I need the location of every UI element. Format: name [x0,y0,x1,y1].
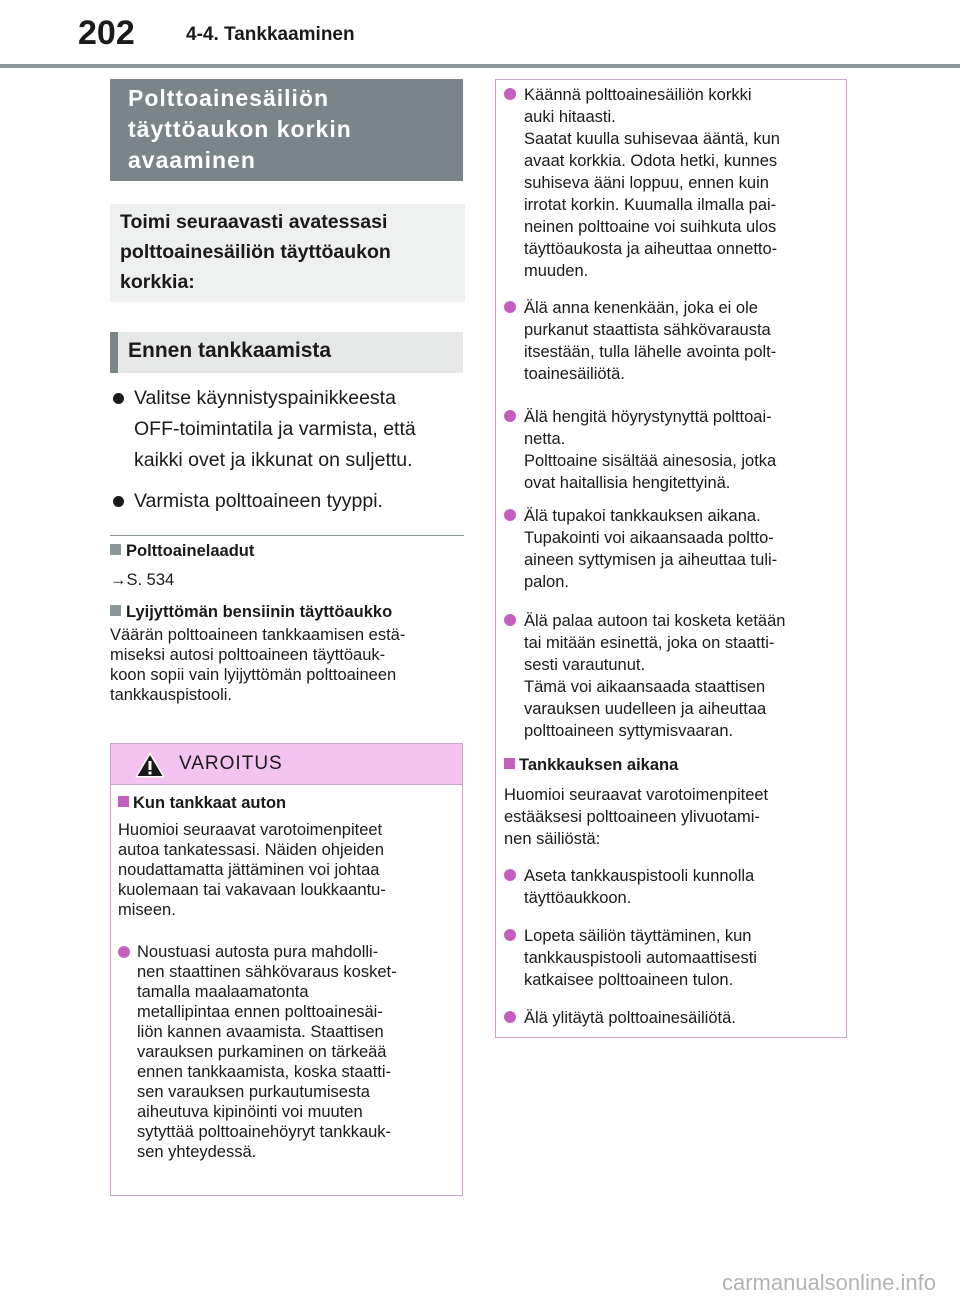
warning-title [118,792,458,814]
warning-item-line: varauksen purkaminen on tärkeää [137,1043,387,1061]
list-item-line: varauksen uudelleen ja aiheuttaa [524,700,767,718]
warning-item-line: sen yhteydessä. [137,1143,257,1161]
warning-intro-line: kuolemaan tai vakavaan loukkaantu- [118,881,386,899]
note-unleaded-inlet [110,601,470,705]
intro-line: polttoainesäiliön täyttöaukon [120,241,391,263]
warning-intro [118,820,458,920]
list-item-line: Valitse käynnistyspainikkeesta [134,387,396,409]
page-reference: →S. 534 [110,571,175,589]
list-item-line: Saatat kuulla suhisevaa ääntä, kun [524,130,780,148]
watermark: carmanualsonline.info [721,1270,936,1295]
main-heading-line: avaaminen [128,147,256,173]
header-rule [0,64,960,68]
warning-box [110,743,463,1196]
bullet-dot-icon [504,1011,516,1023]
intro-line: korkkia: [120,271,195,293]
warning-intro-line: miseen. [118,901,176,919]
list-item-line: Lopeta säiliön täyttäminen, kun [524,927,752,945]
warning-triangle-icon [135,752,165,778]
sub-heading: Ennen tankkaamista [110,332,463,373]
list-item [110,486,466,517]
warning-title-text: Kun tankkaat auton [133,794,287,812]
warning-intro-line: autoa tankatessasi. Näiden ohjeiden [118,841,385,859]
during-intro-line: Huomioi seuraavat varotoimenpiteet [504,786,769,804]
list-item-line: Tämä voi aikaansaada staattisen [524,678,766,696]
list-item-line: aineen syttymisen ja aiheuttaa tuli- [524,551,778,569]
list-item [504,925,840,991]
warning-intro-line: Huomioi seuraavat varotoimenpiteet [118,821,383,839]
note-title [110,601,470,623]
list-item-line: Varmista polttoaineen tyyppi. [134,490,383,512]
warning-intro-line: noudattamatta jättäminen voi johtaa [118,861,380,879]
list-item-line: purkanut staattista sähkövarausta [524,321,771,339]
list-item-line: itsestään, tulla lähelle avointa polt- [524,343,777,361]
bullet-dot-icon [504,410,516,422]
note-line: tankkauspistooli. [110,686,232,704]
warning-item-line: liön kannen avaamista. Staattisen [137,1023,384,1041]
list-item-line: sesti varautunut. [524,656,646,674]
bullet-dot-icon [113,393,124,404]
square-bullet-icon [118,796,129,807]
list-item-line: palon. [524,573,569,591]
list-item-line: Tupakointi voi aikaansaada poltto- [524,529,774,547]
during-title [504,754,840,776]
list-item-line: ovat haitallisia hengitettyinä. [524,474,731,492]
warning-label: VAROITUS [179,753,283,774]
warning-box-continued [495,79,847,1038]
bullet-dot-icon [118,946,130,958]
list-item-line: Polttoaine sisältää ainesosia, jotka [524,452,777,470]
list-item [110,383,466,476]
intro-box [110,204,465,302]
bullet-list [110,383,466,527]
warning-item-line: aiheutuva kipinöinti voi muuten [137,1103,363,1121]
warning-item-line: tamalla maalaamatonta [137,983,309,1001]
warning-item-line: metallipintaa ennen polttoainesäi- [137,1003,383,1021]
list-item-line: Älä ylitäytä polttoainesäiliötä. [524,1009,736,1027]
bullet-dot-icon [504,88,516,100]
intro-line: Toimi seuraavasti avatessasi [120,211,388,233]
warning-item-line: sen varauksen purkautumisesta [137,1083,370,1101]
warning-item-line: ennen tankkaamista, koska staatti- [137,1063,392,1081]
warning-item-line: sytyttää polttoainehöyryt tankkauk- [137,1123,392,1141]
list-item-line: täyttöaukkoon. [524,889,632,907]
list-item-line: Aseta tankkauspistooli kunnolla [524,867,755,885]
bullet-dot-icon [504,301,516,313]
during-intro-line: estääksesi polttoaineen ylivuotami- [504,808,760,826]
note-line: Väärän polttoaineen tankkaamisen estä- [110,626,406,644]
list-item-line: netta. [524,430,566,448]
list-item-line: täyttöaukosta ja aiheuttaa onnetto- [524,240,778,258]
during-title-text: Tankkauksen aikana [519,756,679,774]
warning-item [118,942,458,1162]
warning-item-line: Noustuasi autosta pura mahdolli- [137,943,379,961]
square-bullet-icon [110,544,121,555]
warning-item-line: nen staattinen sähkövaraus kosket- [137,963,397,981]
square-bullet-icon [504,758,515,769]
list-item-line: irrotat korkin. Kuumalla ilmalla pai- [524,196,777,214]
main-heading-line: Polttoainesäiliön [128,85,330,111]
list-item-line: tankkauspistooli automaattisesti [524,949,757,967]
list-item [504,865,840,909]
list-item-line: Käännä polttoainesäiliön korkki [524,86,752,104]
list-item-line: avaat korkkia. Odota hetki, kunnes [524,152,778,170]
list-item [504,610,840,742]
main-heading-line: täyttöaukon korkin [128,116,352,142]
list-item-line: Älä tupakoi tankkauksen aikana. [524,507,761,525]
list-item-line: suhiseva ääni loppuu, ennen kuin [524,174,769,192]
divider [110,535,464,536]
note-fuel-grades [110,540,466,590]
section-title: 4-4. Tankkaaminen [186,24,355,45]
bullet-dot-icon [504,869,516,881]
list-item [504,84,840,282]
page-number: 202 [78,14,135,52]
bullet-dot-icon [504,509,516,521]
list-item-line: katkaisee polttoaineen tulon. [524,971,734,989]
list-item-line: muuden. [524,262,589,280]
square-bullet-icon [110,605,121,616]
during-intro [504,784,840,850]
list-item [504,297,840,385]
list-item-line: polttoaineen syttymisvaaran. [524,722,734,740]
bullet-dot-icon [113,496,124,507]
note-line: miseksi autosi polttoaineen täyttöauk- [110,646,386,664]
list-item-line: toainesäiliötä. [524,365,625,383]
list-item-line: neinen polttoaine voi suihkuta ulos [524,218,777,236]
main-heading [110,79,463,181]
list-item-line: Älä anna kenenkään, joka ei ole [524,299,758,317]
note-body [110,625,470,705]
note-line: koon sopii vain lyijyttömän polttoaineen [110,666,397,684]
list-item [504,505,840,593]
list-item-line: kaikki ovet ja ikkunat on suljettu. [134,449,413,471]
list-item [504,406,840,494]
list-item-line: tai mitään esinettä, joka on staatti- [524,634,775,652]
note-title-text: Polttoainelaadut [126,542,255,560]
list-item-line: auki hitaasti. [524,108,616,126]
list-item-line: Älä palaa autoon tai kosketa ketään [524,612,786,630]
bullet-dot-icon [504,929,516,941]
note-title [110,540,466,562]
list-item-line: OFF-toimintatila ja varmista, että [134,418,416,440]
bullet-dot-icon [504,614,516,626]
list-item-line: Älä hengitä höyrystynyttä polttoai- [524,408,772,426]
list-item [504,1007,840,1029]
during-intro-line: nen säiliöstä: [504,830,601,848]
note-title-text: Lyijyttömän bensiinin täyttöaukko [126,603,393,621]
warning-header [111,744,462,785]
